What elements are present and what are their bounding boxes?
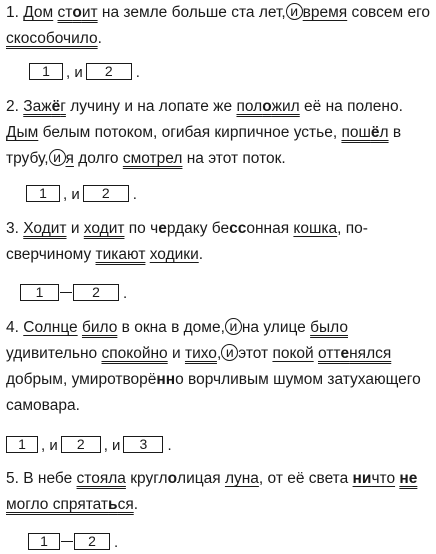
circled-conjunction: и [286, 3, 303, 20]
scheme-end: . [167, 437, 172, 454]
text-fragment: добрым, умиротворённо ворчливым шумом затухающего самовара. [6, 371, 421, 414]
text-fragment: . [198, 246, 204, 263]
sentence-3 [6, 216, 432, 268]
predicate-word: спокойно [101, 345, 168, 362]
text-fragment: долго [78, 150, 119, 167]
scheme-dash [60, 292, 72, 293]
sentence-number: 3. [6, 220, 19, 237]
text-fragment: в окна в доме, [121, 319, 225, 336]
sentence-4 [6, 315, 432, 419]
subject-word: Дым [6, 124, 39, 141]
text-fragment: и [70, 220, 80, 237]
scheme-dash [61, 541, 73, 542]
predicate-word: могло спрятаться [6, 496, 134, 513]
predicate-particle: не [399, 470, 418, 487]
text-fragment: , от её света [258, 470, 349, 487]
sentence-number: 2. [6, 98, 19, 115]
predicate-word: стояла [76, 470, 126, 487]
text-fragment: совсем его [351, 4, 431, 21]
predicate-word: было [310, 319, 348, 336]
scheme-separator: , и [63, 186, 80, 203]
scheme-box: 2 [86, 63, 132, 80]
scheme-box: 3 [123, 436, 163, 453]
scheme-end: . [123, 285, 128, 302]
predicate-word: Ходит [23, 220, 67, 237]
subject-word: ничто [352, 470, 396, 487]
subject-word: время [302, 4, 348, 21]
text-fragment: её на полено. [304, 98, 403, 115]
predicate-word: тихо [184, 345, 217, 362]
scheme-box: 2 [73, 284, 119, 301]
scheme-1 [29, 62, 140, 80]
text-fragment: на земле больше ста лет, [101, 4, 286, 21]
text-fragment: . [97, 30, 102, 47]
scheme-2 [26, 184, 137, 202]
scheme-5 [28, 532, 118, 550]
text-fragment: на улице [241, 319, 306, 336]
text-fragment: и [171, 345, 181, 362]
scheme-box: 1 [26, 185, 60, 202]
circled-conjunction: и [221, 344, 238, 361]
sentence-1 [6, 0, 432, 52]
subject-word: я [65, 150, 74, 167]
predicate-word: оттенялся [318, 345, 392, 362]
predicate-word: стоит [57, 4, 98, 21]
subject-word: покой [272, 345, 314, 362]
predicate-word: пошёл [341, 124, 389, 141]
predicate-word: скособочило [6, 30, 98, 47]
sentence-2 [6, 94, 432, 172]
scheme-separator: , и [41, 437, 58, 454]
scheme-end: . [135, 64, 140, 81]
sentence-number: 1. [6, 4, 19, 21]
text-fragment: на этот поток. [186, 150, 286, 167]
predicate-word: било [81, 319, 118, 336]
predicate-word: ходит [83, 220, 125, 237]
text-fragment: этот [238, 345, 269, 362]
predicate-word: смотрел [122, 150, 183, 167]
predicate-word: тикают [95, 246, 146, 263]
subject-word: кошка [293, 220, 338, 237]
text-fragment: по чердаку бессонная [128, 220, 290, 237]
text-fragment: . [133, 496, 139, 513]
subject-word: ходики [149, 246, 199, 263]
sentence-5 [6, 466, 432, 518]
scheme-box: 1 [29, 63, 63, 80]
scheme-box: 1 [20, 284, 59, 301]
circled-conjunction: и [49, 149, 66, 166]
subject-word: Дом [23, 4, 54, 21]
predicate-word: положил [236, 98, 300, 115]
text-fragment: , по-сверчиному [6, 220, 368, 263]
sentence-number: 5. [6, 470, 19, 487]
text-fragment: круглолицая [130, 470, 221, 487]
text-fragment: в трубу, [6, 124, 402, 167]
scheme-box: 1 [6, 436, 38, 453]
scheme-separator: , и [66, 64, 83, 81]
scheme-box: 1 [28, 533, 60, 550]
text-fragment: белым потоком, огибая кирпичное устье, [42, 124, 338, 141]
predicate-word: Зажёг [23, 98, 66, 115]
scheme-separator: , и [103, 437, 121, 454]
text-fragment: , [216, 345, 222, 362]
scheme-end: . [132, 186, 137, 203]
scheme-box: 2 [74, 533, 110, 550]
circled-conjunction: и [225, 318, 242, 335]
scheme-3 [20, 283, 127, 301]
text-fragment: удивительно [6, 345, 98, 362]
text-fragment: лучину и на лопате же [70, 98, 233, 115]
subject-word: Солнце [23, 319, 78, 336]
scheme-end: . [114, 534, 119, 551]
scheme-box: 2 [83, 185, 129, 202]
scheme-4 [6, 435, 172, 453]
scheme-box: 2 [61, 436, 101, 453]
text-fragment: В небе [23, 470, 73, 487]
subject-word: луна [224, 470, 259, 487]
sentence-number: 4. [6, 319, 19, 336]
